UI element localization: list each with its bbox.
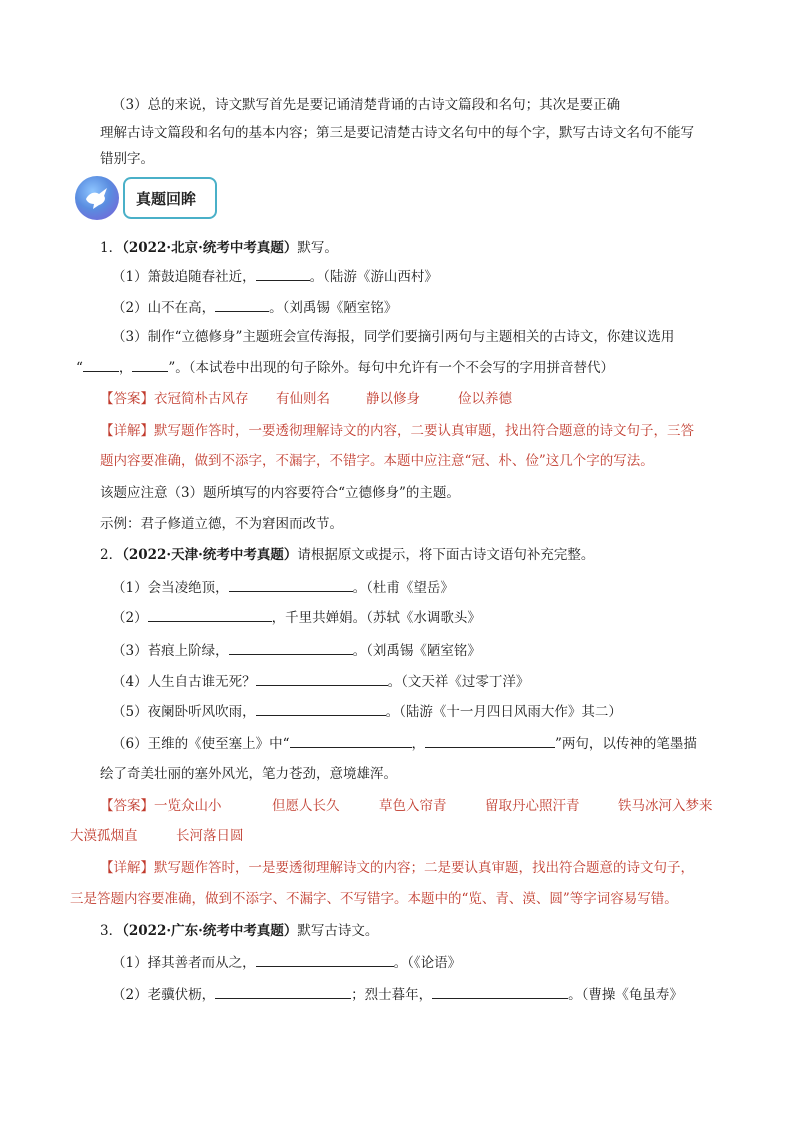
q3-sub-1-source: 。（《论语》 xyxy=(393,955,462,971)
q2-source: （2022·天津·统考中考真题） xyxy=(122,547,298,563)
answer-blank[interactable] xyxy=(256,701,386,716)
q2-sub-6-line-1 xyxy=(112,733,697,754)
q3-sub-2-mid: ；烈士暮年， xyxy=(351,987,433,1003)
answer-item: 静以修身 xyxy=(366,391,420,407)
q2-number: 2． xyxy=(100,547,123,563)
q3-sub-2 xyxy=(112,984,683,1005)
detail-label: 【详解】 xyxy=(100,860,154,876)
answer-item: 衣冠简朴古风存 xyxy=(154,391,249,407)
q2-sub-5 xyxy=(112,701,622,722)
answer-blank[interactable] xyxy=(229,640,353,655)
q1-sub-3-line-2 xyxy=(76,357,614,378)
intro-line-3: 错别字。 xyxy=(100,151,154,167)
q2-sub-1-source: 。（杜甫《望岳》 xyxy=(352,580,454,596)
q3-source: （2022·广东·统考中考真题） xyxy=(122,923,298,939)
q2-detail-line-1 xyxy=(100,858,694,878)
q2-sub-2 xyxy=(112,607,481,628)
q1-note: 该题应注意（3）题所填写的内容要符合“立德修身”的主题。 xyxy=(100,485,460,501)
q1-detail-line-1 xyxy=(100,421,694,441)
q2-sub-3 xyxy=(112,640,481,661)
q2-sub-5-text: （5）夜阑卧听风吹雨， xyxy=(112,704,256,720)
dove-icon xyxy=(75,176,119,220)
detail-text: 默写题作答时，一是要透彻理解诗文的内容；二是要认真审题，找出符合题意的诗文句子， xyxy=(154,860,694,876)
section-heading xyxy=(75,174,225,222)
q3-sub-2-source: 。（曹操《龟虽寿》 xyxy=(568,987,683,1003)
q1-sub-2-source: 。（刘禹锡《陋室铭》 xyxy=(269,300,398,316)
q1-sub-3-line-1: （3）制作“立德修身”主题班会宣传海报，同学们要摘引两句与主题相关的古诗文，你建议选用 xyxy=(112,329,675,345)
q2-heading xyxy=(100,545,594,565)
q1-sub-2-text: （2）山不在高， xyxy=(112,300,216,316)
answer-blank[interactable] xyxy=(256,671,388,686)
q1-sub-2 xyxy=(112,297,397,318)
q2-sub-3-source: 。（刘禹锡《陋室铭》 xyxy=(352,643,481,659)
answer-blank[interactable] xyxy=(425,733,555,748)
q1-detail-line-2: 题内容要准确，做到不添字，不漏字，不错字。本题中应注意“冠、朴、俭”这几个字的写法。 xyxy=(100,453,654,469)
answer-blank[interactable] xyxy=(290,733,412,748)
q1-sub-1 xyxy=(112,266,438,287)
answer-blank[interactable] xyxy=(256,952,394,967)
q2-sub-3-text: （3）苔痕上阶绿， xyxy=(112,643,229,659)
answer-item: 大漠孤烟直 xyxy=(70,828,138,844)
answer-item: 俭以养德 xyxy=(458,391,512,407)
section-title: 真题回眸 xyxy=(136,190,197,208)
answer-item: 铁马冰河入梦来 xyxy=(618,798,713,814)
q1-example: 示例：君子修道立德，不为窘困而改节。 xyxy=(100,516,343,532)
q1-answer xyxy=(100,389,512,409)
q2-sub-1-text: （1）会当凌绝顶， xyxy=(112,580,229,596)
intro-line-1: （3）总的来说，诗文默写首先是要记诵清楚背诵的古诗文篇段和名句；其次是要正确 xyxy=(112,97,621,113)
q2-sub-4 xyxy=(112,671,529,692)
answer-item: 留取丹心照汗青 xyxy=(485,798,580,814)
q2-answer-line-1 xyxy=(100,796,713,816)
answer-label: 【答案】 xyxy=(100,798,154,814)
q3-number: 3． xyxy=(100,923,123,939)
q2-sub-5-source: 。（陆游《十一月四日风雨大作》其二） xyxy=(385,704,622,720)
answer-blank[interactable] xyxy=(256,266,310,281)
answer-item: 长河落日圆 xyxy=(176,828,244,844)
q3-sub-1-text: （1）择其善者而从之， xyxy=(112,955,256,971)
q2-sub-6-text: （6）王维的《使至塞上》中“ xyxy=(112,736,290,752)
q1-sub-1-source: 。（陆游《游山西村》 xyxy=(309,269,438,285)
answer-item: 但愿人长久 xyxy=(272,798,340,814)
q2-answer-line-2 xyxy=(70,826,244,846)
answer-blank[interactable] xyxy=(432,984,568,999)
detail-text: 默写题作答时，一要透彻理解诗文的内容，二要认真审题，找出符合题意的诗文句子，三答 xyxy=(154,423,694,439)
detail-label: 【详解】 xyxy=(100,423,154,439)
comma: ， xyxy=(118,360,133,376)
q3-heading xyxy=(100,921,378,941)
answer-blank[interactable] xyxy=(215,984,351,999)
comma: ， xyxy=(411,736,425,752)
answer-blank[interactable] xyxy=(132,357,168,372)
q2-sub-4-text: （4）人生自古谁无死？ xyxy=(112,674,256,690)
answer-blank[interactable] xyxy=(215,297,269,312)
q2-instruction: 请根据原文或提示，将下面古诗文语句补充完整。 xyxy=(297,547,595,563)
answer-blank[interactable] xyxy=(148,607,272,622)
answer-label: 【答案】 xyxy=(100,391,154,407)
q2-sub-2-num: （2） xyxy=(112,610,148,626)
answer-item: 有仙则名 xyxy=(276,391,330,407)
q1-number: 1． xyxy=(100,240,123,256)
answer-item: 一览众山小 xyxy=(154,798,222,814)
q1-sub-3-note: ”。（本试卷中出现的句子除外。每句中允许有一个不会写的字用拼音替代） xyxy=(168,360,615,376)
q2-detail-line-2: 三是答题内容要准确，做到不添字、不漏字、不写错字。本题中的“览、青、漠、圆”等字词容易写错。 xyxy=(70,891,678,907)
q2-sub-1 xyxy=(112,577,454,598)
q3-instruction: 默写古诗文。 xyxy=(297,923,379,939)
open-quote: “ xyxy=(76,360,83,376)
q1-heading xyxy=(100,238,338,258)
q2-sub-6-text-end: ”两句，以传神的笔墨描 xyxy=(555,736,697,752)
answer-item: 草色入帘青 xyxy=(379,798,447,814)
q1-instruction: 默写。 xyxy=(297,240,338,256)
q1-source: （2022·北京·统考中考真题） xyxy=(122,240,298,256)
q2-sub-2-text: ，千里共婵娟。（苏轼《水调歌头》 xyxy=(271,610,481,626)
q2-sub-6-line-2: 绘了奇美壮丽的塞外风光，笔力苍劲，意境雄浑。 xyxy=(100,766,397,782)
q2-sub-4-source: 。（文天祥《过零丁洋》 xyxy=(387,674,530,690)
q1-sub-1-text: （1）箫鼓追随春社近， xyxy=(112,269,256,285)
answer-blank[interactable] xyxy=(229,577,353,592)
q3-sub-1 xyxy=(112,952,461,973)
answer-blank[interactable] xyxy=(83,357,119,372)
q3-sub-2-text: （2）老骥伏枥， xyxy=(112,987,216,1003)
intro-line-2: 理解古诗文篇段和名句的基本内容；第三是要记清楚古诗文名句中的每个字，默写古诗文名句不能写 xyxy=(100,125,694,141)
